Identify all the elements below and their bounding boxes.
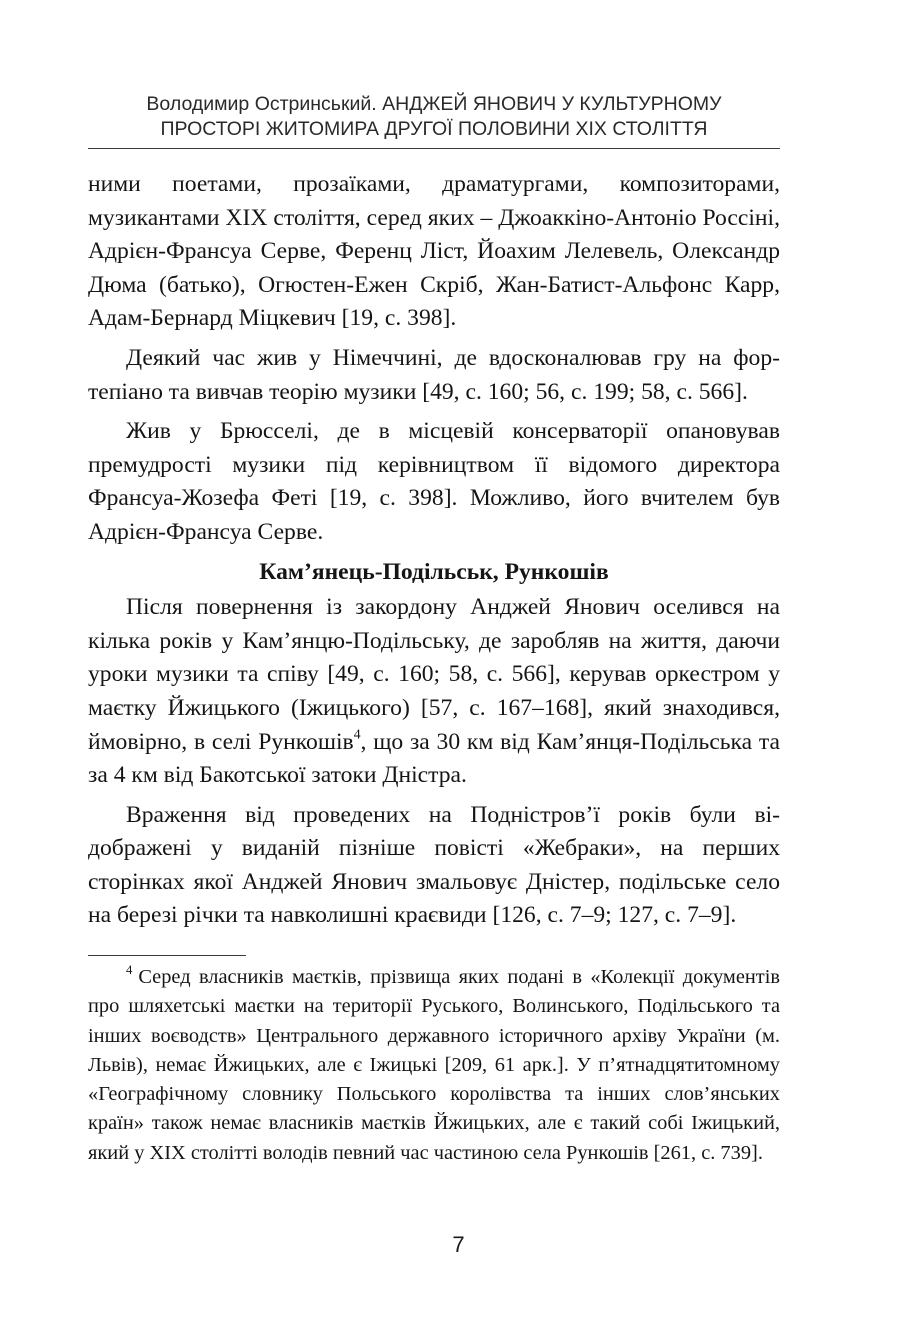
running-header (88, 92, 780, 142)
footnote-text: Серед власників маєтків, прізвища яких подані в «Колекції документів про шляхетські маєтки на території Руського, Волинського, Подільського та інших воєводств» Центрального державного історичного архіву України (м. Львів), немає Йжицьких, але є Іжицькі [209, 61 арк.]. У п’ятнадцятитомному «Географічному словнику Польського королівства та інших слов’янських країн» також немає власників маєтків Йжицьких, але є такий собі Іжицький, який у ХІХ столітті володів певний час частиною села Рункошів [261, с. 739]. (88, 966, 780, 1164)
paragraph-5: Враження від проведених на Подністров’ї років були відображені у виданій пізніше повісті «Жебраки», на перших сторінках якої Анджей Янович змальовує Дністер, подільське село на березі річки та навколишні краєвиди [126, с. 7–9; 127, с. 7–9]. (88, 801, 780, 929)
footnote (88, 963, 780, 1168)
section-heading: Кам’янець-Подільськ, Рункошів (259, 558, 609, 585)
running-header-line-1: Володимир Остринський. АНДЖЕЙ ЯНОВИЧ У КУЛЬТУРНОМУ (146, 93, 722, 115)
paragraph-2: Деякий час жив у Німеччині, де вдосконалював гру на фортепіано та вивчав теорію музики [49, с. 160; 56, с. 199; 58, с. 566]. (88, 344, 780, 405)
page-number: 7 (452, 1232, 465, 1257)
paragraph-4-text-end: , що за 30 км від Кам’янця-Подільська та за 4 км від Бакотської затоки Дністра. (88, 728, 780, 789)
main-text (88, 168, 780, 939)
footnote-mark: 4 (126, 963, 133, 978)
paragraph-4-text-start: Після повернення із закордону Анджей Янович оселився на кілька років у Кам’янцю-Подільську, де заробляв на життя, даючи уроки музики та співу [49, с. 160; 58, с. 566], керував оркестром у маєтку Йжицького (Іжицького) [57, с. 167–168], який знаходився, ймовірно, в селі Рункошів (88, 594, 780, 755)
paragraph-1: ними поетами, прозаїками, драматургами, композиторами, музикантами ХІХ століття, серед яких – Джоаккіно-Антоніо Россіні, Адрієн-Франсуа Серве, Ференц Ліст, Йоахим Лелевель, Олександр Дюма (батько), Огюстен-Ежен Скріб, Жан-Батист-Альфонс Карр, Адам-Бернард Міцкевич [19, с. 398]. (88, 171, 780, 332)
header-rule (88, 148, 780, 149)
paragraph-4 (88, 591, 780, 793)
footnote-rule (88, 955, 246, 956)
running-header-line-2: ПРОСТОРІ ЖИТОМИРА ДРУГОЇ ПОЛОВИНИ ХІХ СТОЛІТТЯ (160, 118, 708, 140)
paragraph-3: Жив у Брюсселі, де в місцевій консерваторії опановував премудрості музики під керівництвом її відомого директора Франсуа-Жозефа Феті [19, с. 398]. Можливо, його вчителем був Адрієн-Франсуа Серве. (88, 418, 780, 545)
footnote-reference: 4 (353, 726, 361, 742)
